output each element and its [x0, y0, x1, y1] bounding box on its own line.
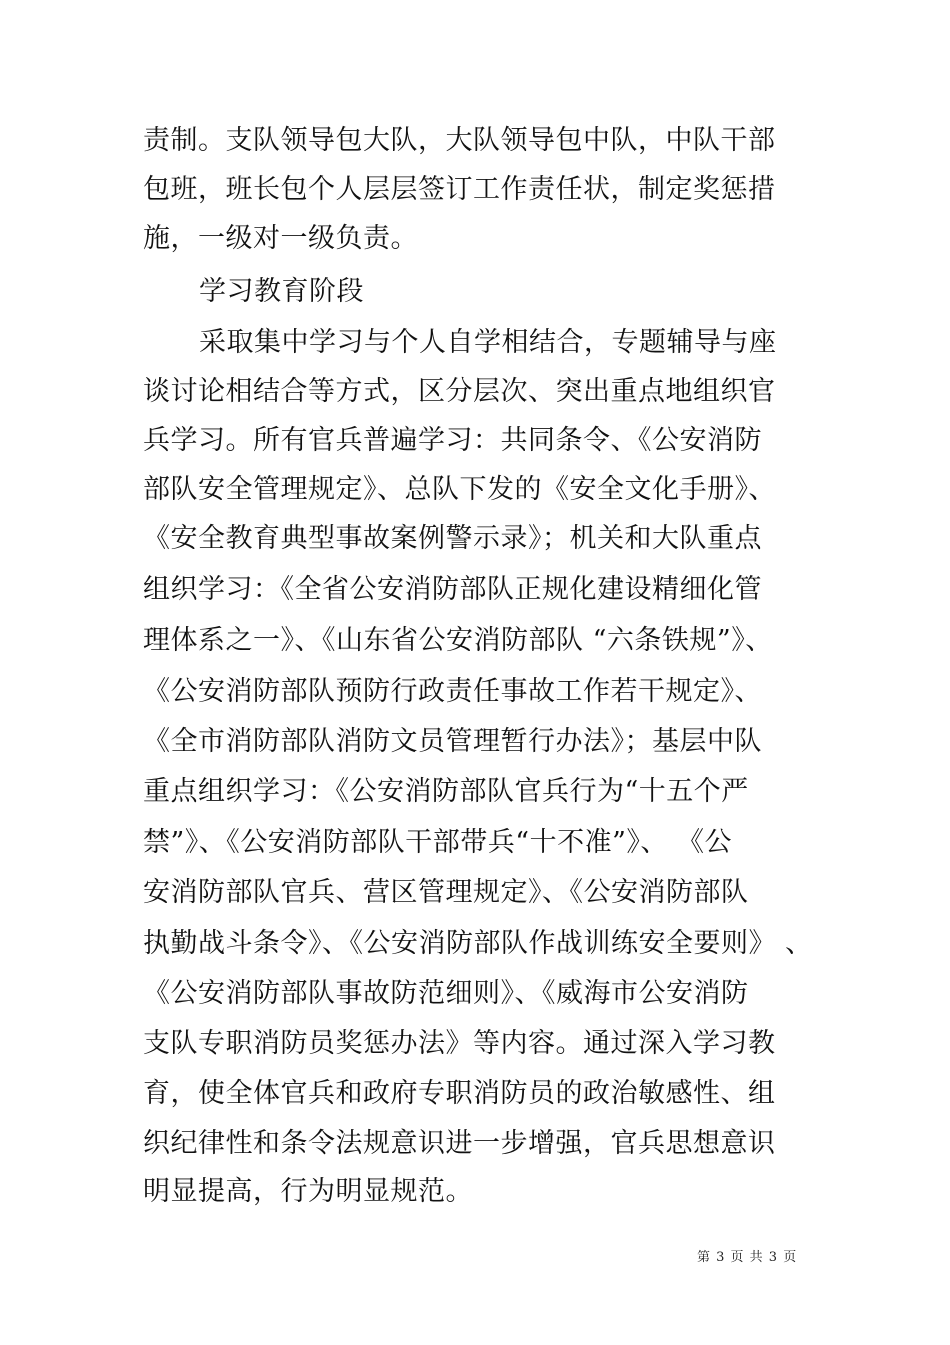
- paragraph-line: 施，一级对一级负责。: [143, 223, 418, 254]
- paragraph-line: 《全市消防部队消防文员管理暂行办法》；基层中队: [143, 726, 762, 757]
- paragraph-line: 《公安消防部队事故防范细则》、《威海市公安消防: [143, 978, 749, 1009]
- paragraph-line: 责制。支队领导包大队，大队领导包中队，中队干部: [143, 125, 776, 156]
- paragraph-line: 执勤战斗条令》、《公安消防部队作战训练安全要则》 、: [143, 928, 813, 959]
- page-number-footer: 第 3 页 共 3 页: [697, 1250, 798, 1265]
- paragraph-line: 织纪律性和条令法规意识进一步增强，官兵思想意识: [143, 1128, 776, 1159]
- paragraph-line: 《公安消防部队预防行政责任事故工作若干规定》、: [143, 676, 762, 707]
- paragraph-line: 禁”》、《公安消防部队干部带兵“十不准”》、 《公: [143, 827, 732, 858]
- paragraph-line: 包班，班长包个人层层签订工作责任状，制定奖惩措: [143, 174, 776, 205]
- paragraph-line: 育，使全体官兵和政府专职消防员的政治敏感性、组: [143, 1078, 776, 1109]
- paragraph-line: 部队安全管理规定》、总队下发的《安全文化手册》、: [143, 474, 776, 505]
- paragraph-line: 兵学习。所有官兵普遍学习：共同条令、《公安消防: [143, 425, 762, 456]
- paragraph-line: 理体系之一》、《山东省公安消防部队 “六条铁规”》、: [143, 625, 773, 656]
- paragraph-line: 组织学习：《全省公安消防部队正规化建设精细化管: [143, 574, 762, 605]
- paragraph-line: 谈讨论相结合等方式，区分层次、突出重点地组织官: [143, 376, 776, 407]
- paragraph-line: 明显提高，行为明显规范。: [143, 1176, 473, 1207]
- paragraph-line: 《安全教育典型事故案例警示录》；机关和大队重点: [143, 523, 762, 554]
- paragraph-line: 支队专职消防员奖惩办法》等内容。通过深入学习教: [143, 1028, 776, 1059]
- paragraph-line: 重点组织学习：《公安消防部队官兵行为“十五个严: [143, 776, 749, 807]
- paragraph-line: 采取集中学习与个人自学相结合，专题辅导与座: [199, 327, 777, 358]
- section-heading: 学习教育阶段: [199, 276, 364, 307]
- paragraph-line: 安消防部队官兵、营区管理规定》、《公安消防部队: [143, 877, 749, 908]
